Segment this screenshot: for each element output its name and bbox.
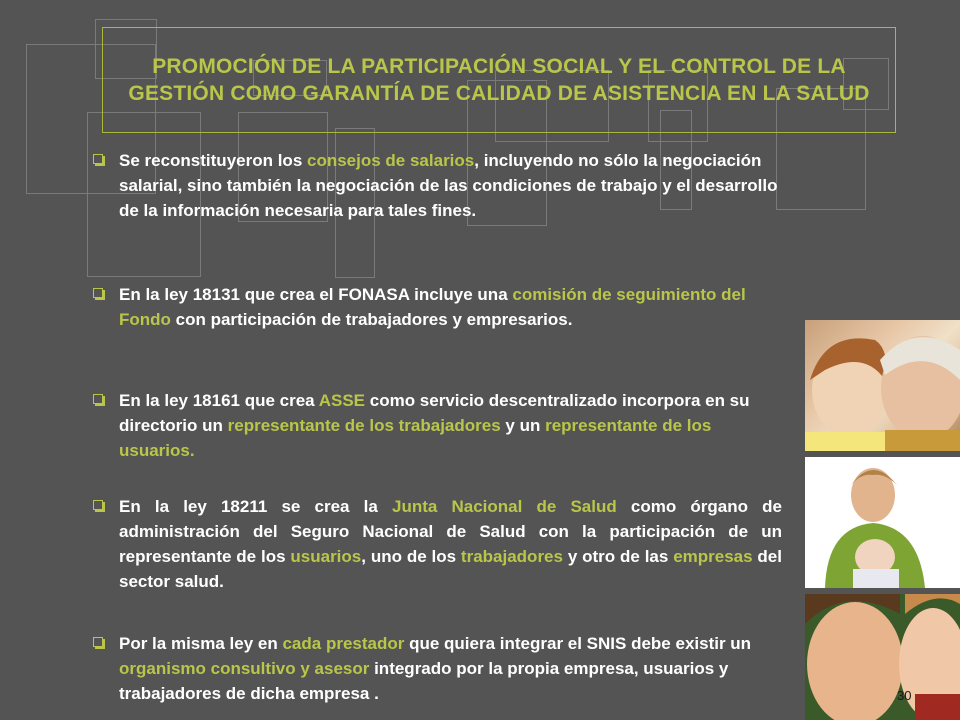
bullet-text: Por la misma ley en [119, 634, 283, 653]
bullet-text: integrado por la propia empresa, usuarios y trabajadores de dicha empresa . [119, 659, 729, 703]
photo-father-baby [805, 457, 960, 588]
highlight-text: organismo consultivo y asesor [119, 659, 370, 678]
bullet-item [92, 282, 782, 332]
bullet-text: , incluyendo no sólo la negociación salarial, sino también la negociación de las condiciones de trabajo y el desarrollo de la información necesaria para tales fines. [119, 151, 778, 220]
bullet-text: que quiera integrar el SNIS debe existir un [404, 634, 752, 653]
checkbox-bullet-icon [93, 394, 103, 404]
checkbox-bullet-icon [93, 288, 103, 298]
bullet-item [92, 388, 782, 463]
highlight-text: empresas [673, 547, 753, 566]
bullet-text: y un [500, 416, 546, 435]
highlight-text: ASSE [318, 391, 366, 410]
photo-illustration [805, 594, 960, 720]
bullet-text: como órgano de administración del Seguro Nacional de Salud con la participación de un representante de los [119, 497, 782, 566]
bullet-text: como servicio descentralizado incorpora en su directorio un [119, 391, 750, 435]
photo-child-grandmother [805, 320, 960, 451]
bullet-text: En la ley 18131 que crea el FONASA incluye una [119, 285, 513, 304]
highlight-text: representante de los usuarios. [119, 416, 712, 460]
photo-illustration [805, 457, 960, 588]
highlight-text: consejos de salarios [307, 151, 475, 170]
bullet-text: En la ley 18161 que crea [119, 391, 319, 410]
bullet-item [92, 631, 782, 706]
highlight-text: cada prestador [282, 634, 405, 653]
checkbox-bullet-icon [93, 154, 103, 164]
bullet-text: con participación de trabajadores y empresarios. [170, 310, 573, 329]
highlight-text: representante de los trabajadores [227, 416, 501, 435]
bullet-text: , uno de los [361, 547, 461, 566]
checkbox-bullet-icon [93, 500, 103, 510]
photo-illustration [805, 320, 960, 451]
page-title: PROMOCIÓN DE LA PARTICIPACIÓN SOCIAL Y EL CONTROL DE LA GESTIÓN COMO GARANTÍA DE CALIDAD DE ASISTENCIA EN LA SALUD [128, 55, 870, 105]
highlight-text: trabajadores [460, 547, 563, 566]
page-number: 30 [897, 688, 912, 703]
bullet-text: En la ley 18211 se crea la [119, 497, 392, 516]
title-box [102, 27, 896, 133]
photo-children [805, 594, 960, 720]
checkbox-bullet-icon [93, 637, 103, 647]
bullet-item [92, 148, 782, 223]
bullet-text: y otro de las [562, 547, 674, 566]
bullet-text: del sector salud. [119, 547, 782, 591]
highlight-text: Junta Nacional de Salud [391, 497, 617, 516]
bullet-item [92, 494, 782, 594]
bullet-text: Se reconstituyeron los [119, 151, 307, 170]
highlight-text: usuarios [290, 547, 362, 566]
highlight-text: comisión de seguimiento del Fondo [119, 285, 746, 329]
